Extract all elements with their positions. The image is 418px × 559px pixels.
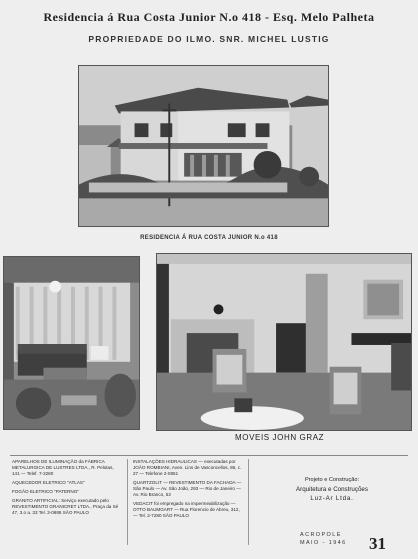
magazine-footer [300,531,347,547]
divider-line [10,455,408,456]
supplier-entry: APARELHOS DE ILUMINAÇÃO da FÁBRICA METALURGICA DE LUSTRES LTDA., R. Pelotas, 141 — Telef. 7-2280 [12,459,114,476]
exterior-caption: RESIDENCIA Á RUA COSTA JUNIOR N.o 418 [140,235,278,241]
construction-credit [252,476,412,503]
interior-photo [156,253,412,431]
living-room-photo [3,256,140,430]
credit-label: Projeto e Construção: [304,477,360,483]
page-title: Residencia á Rua Costa Junior N.o 418 - Esq. Melo Palheta [43,10,375,24]
column-divider [248,459,249,545]
supplier-entry: INSTALAÇÕES HIDRAULICAS — executadas por JOÃO ROMBIANI, Aven. Lins de Vasconcellos, 86, c. 27 — Telefone 2-0851 [133,459,242,476]
page-subtitle: PROPRIEDADE DO ILMO. SNR. MICHEL LUSTIG [88,34,330,44]
credit-company: Arquitetura e Construções [296,486,368,493]
supplier-entry: GRANITO ARTIFICIAL: Serviço executado pelo REVESTIMENTO GRANICRET LTDA., Praça da Sé 47, 3.o a. 33 Tel. 3-0686 SÃO PAULO [12,498,119,515]
issue-date: MAIO - 1946 [300,540,347,546]
exterior-photo [78,65,329,227]
supplier-entry: AQUECEDOR ELETRICO "ATLAS" [12,480,85,485]
credit-firm: Luz-Ar Ltda. [310,495,354,502]
suppliers-column-1 [12,459,120,519]
column-divider [127,459,128,545]
magazine-name: ACROPOLE [300,532,342,538]
furniture-caption: MOVEIS JOHN GRAZ [235,433,325,442]
suppliers-column-2 [133,459,243,522]
supplier-entry: FOGÃO ELETRICO "PATERNO" [12,489,79,494]
supplier-entry: VEDACIT foi empregado na impermeabilização — OTTO BAUMGART — Rua Florencio de Abreu, 312, — Tel. 2-7280 SÃO PAULO [133,501,240,518]
page-number: 31 [369,534,386,553]
supplier-entry: QUARTZOLIT — REVESTIMENTO DA FACHADA — São Paulo — Av. São João, 293 — Rio de Janeiro — Av. Rio Branco, 52 [133,480,242,497]
